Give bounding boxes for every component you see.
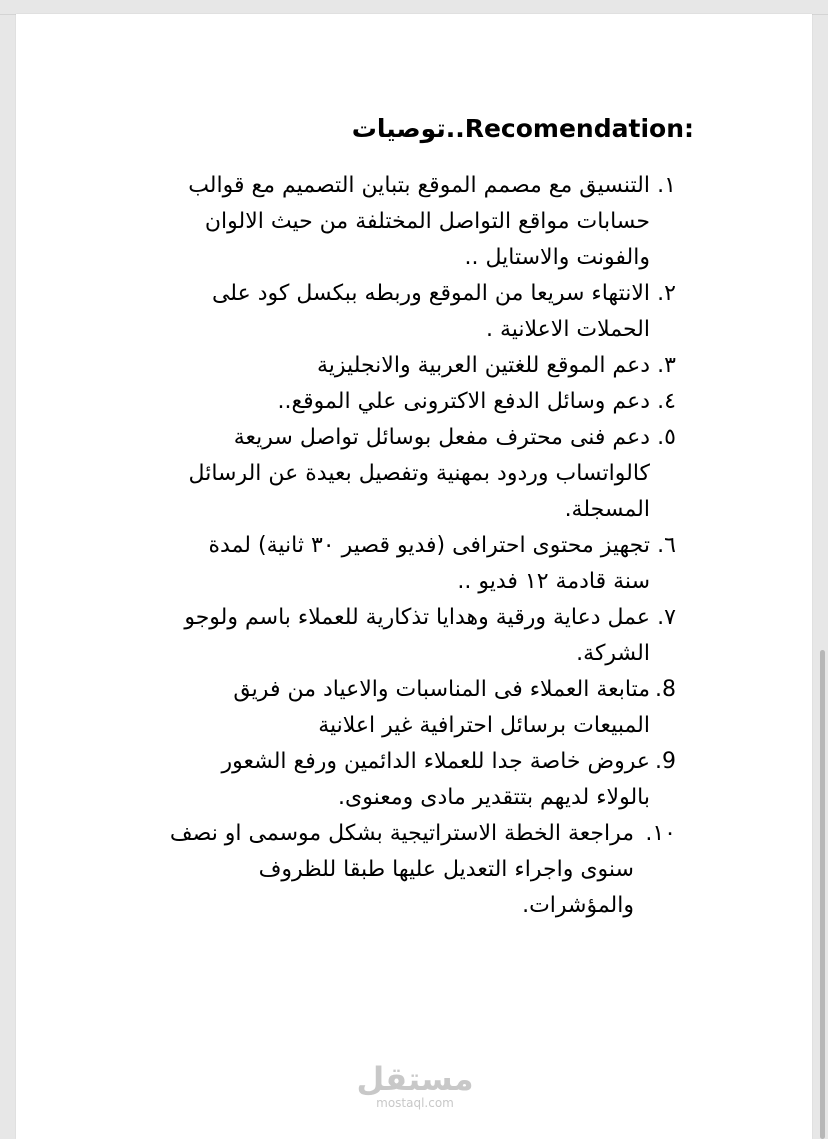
list-item — [166, 528, 676, 600]
list-item — [166, 744, 676, 816]
page-title: توصيات..Recomendation: — [351, 114, 694, 143]
list-item — [166, 168, 676, 276]
item-number: ١٠. — [645, 821, 676, 846]
item-text: مراجعة الخطة الاستراتيجية بشكل موسمى او نصف سنوى واجراء التعديل عليها طبقا للظروف والمؤشرات. — [169, 821, 634, 918]
item-text: الانتهاء سريعا من الموقع وربطه ببكسل كود على الحملات الاعلانية . — [211, 281, 650, 342]
top-bar — [0, 0, 828, 15]
list-item — [166, 348, 676, 384]
list-item — [166, 600, 676, 672]
watermark-logo — [356, 1062, 474, 1110]
item-number: ٧. — [657, 605, 676, 630]
item-text: تجهيز محتوى احترافى (فديو قصير ٣٠ ثانية) لمدة سنة قادمة ١٢ فديو .. — [208, 533, 650, 594]
item-text: التنسيق مع مصمم الموقع بتباين التصميم مع قوالب حسابات مواقع التواصل المختلفة من حيث الالوان والفونت والاستايل .. — [188, 173, 650, 270]
item-number: ١. — [657, 173, 676, 198]
item-text: دعم وسائل الدفع الاكترونى علي الموقع.. — [277, 389, 650, 414]
list-item — [166, 384, 676, 420]
item-number: ٤. — [657, 389, 676, 414]
list-item — [166, 276, 676, 348]
watermark-latin: mostaql.com — [376, 1096, 454, 1110]
item-text: عروض خاصة جدا للعملاء الدائمين ورفع الشعور بالولاء لديهم بتتقدير مادى ومعنوى. — [221, 749, 650, 810]
item-text: دعم الموقع للغتين العربية والانجليزية — [317, 353, 650, 378]
item-number: 9. — [655, 749, 676, 774]
list-item — [166, 420, 676, 528]
item-number: ٣. — [657, 353, 676, 378]
item-text: دعم فنى محترف مفعل بوسائل تواصل سريعة كالواتساب وردود بمهنية وتفصيل بعيدة عن الرسائل المسجلة. — [188, 425, 650, 522]
recommendations-list — [166, 168, 676, 924]
watermark-arabic: مستقل — [356, 1060, 474, 1098]
item-number: ٦. — [657, 533, 676, 558]
item-number: ٥. — [657, 425, 676, 450]
item-number: 8. — [655, 677, 676, 702]
item-text: متابعة العملاء فى المناسبات والاعياد من فريق المبيعات برسائل احترافية غير اعلانية — [233, 677, 650, 738]
item-text: عمل دعاية ورقية وهدايا تذكارية للعملاء باسم ولوجو الشركة. — [184, 605, 650, 666]
list-item — [166, 816, 676, 924]
item-number: ٢. — [657, 281, 676, 306]
scrollbar[interactable] — [820, 650, 825, 1139]
list-item — [166, 672, 676, 744]
